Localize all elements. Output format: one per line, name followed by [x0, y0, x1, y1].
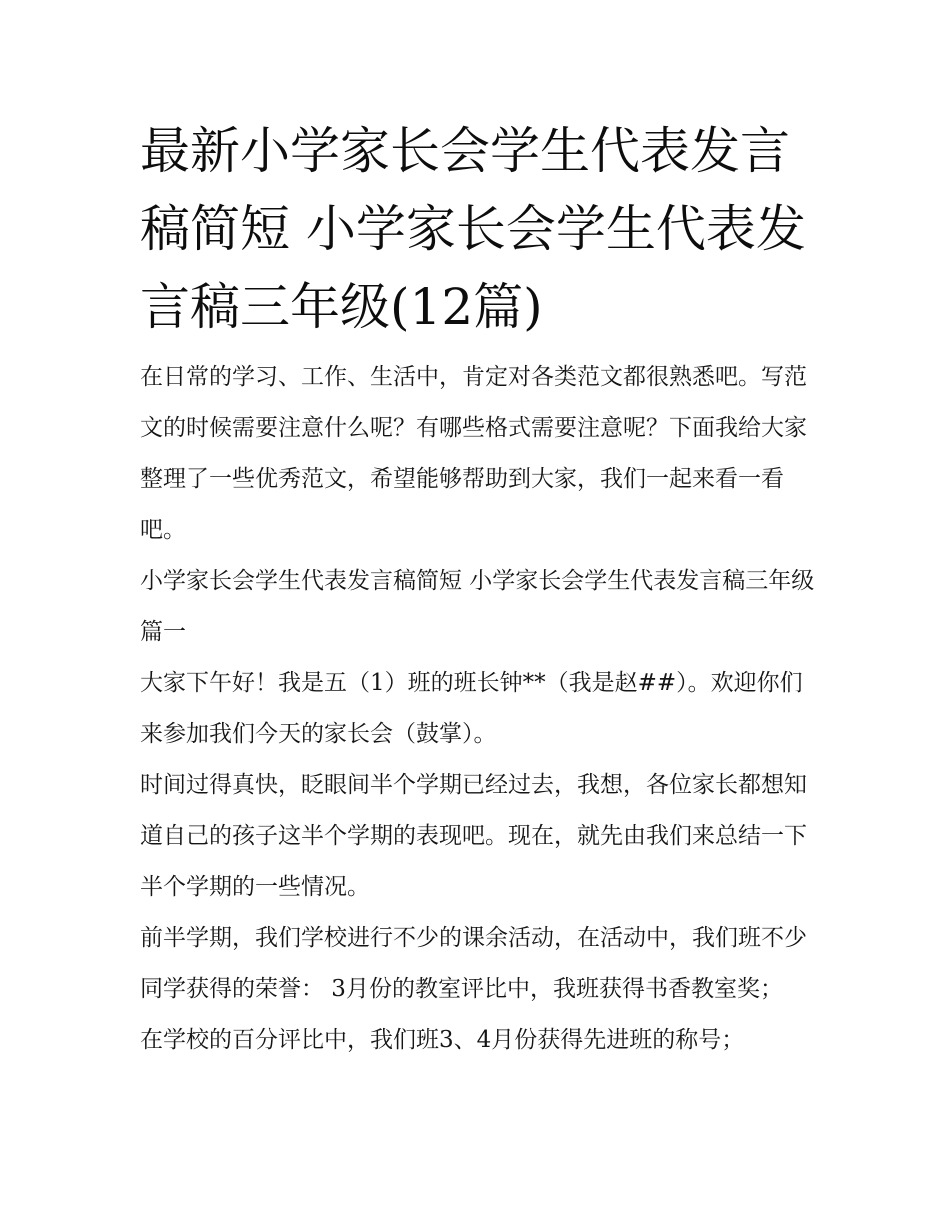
document-title: 最新小学家长会学生代表发言稿简短 小学家长会学生代表发言稿三年级(12篇) — [140, 122, 806, 336]
paragraph-time: 时间过得真快，眨眼间半个学期已经过去，我想，各位家长都想知道自己的孩子这半个学期的表现吧。现在，就先由我们来总结一下半个学期的一些情况。 — [140, 772, 807, 900]
document-body — [140, 352, 820, 1066]
paragraph-greeting: 大家下午好！我是五（1）班的班长钟**（我是赵##）。欢迎你们来参加我们今天的家长会（鼓掌）。 — [140, 670, 803, 747]
paragraph-section-heading: 小学家长会学生代表发言稿简短 小学家长会学生代表发言稿三年级篇一 — [140, 568, 815, 645]
document-page — [140, 112, 820, 1066]
paragraph-intro: 在日常的学习、工作、生活中，肯定对各类范文都很熟悉吧。写范文的时候需要注意什么呢？有哪些格式需要注意呢？下面我给大家整理了一些优秀范文，希望能够帮助到大家，我们一起来看一看吧。 — [140, 364, 807, 543]
paragraph-evaluation: 在学校的百分评比中，我们班3、4月份获得先进班的称号； — [140, 1027, 745, 1053]
paragraph-activities: 前半学期，我们学校进行不少的课余活动，在活动中，我们班不少同学获得的荣誉： 3月份的教室评比中，我班获得书香教室奖； — [140, 925, 807, 1002]
